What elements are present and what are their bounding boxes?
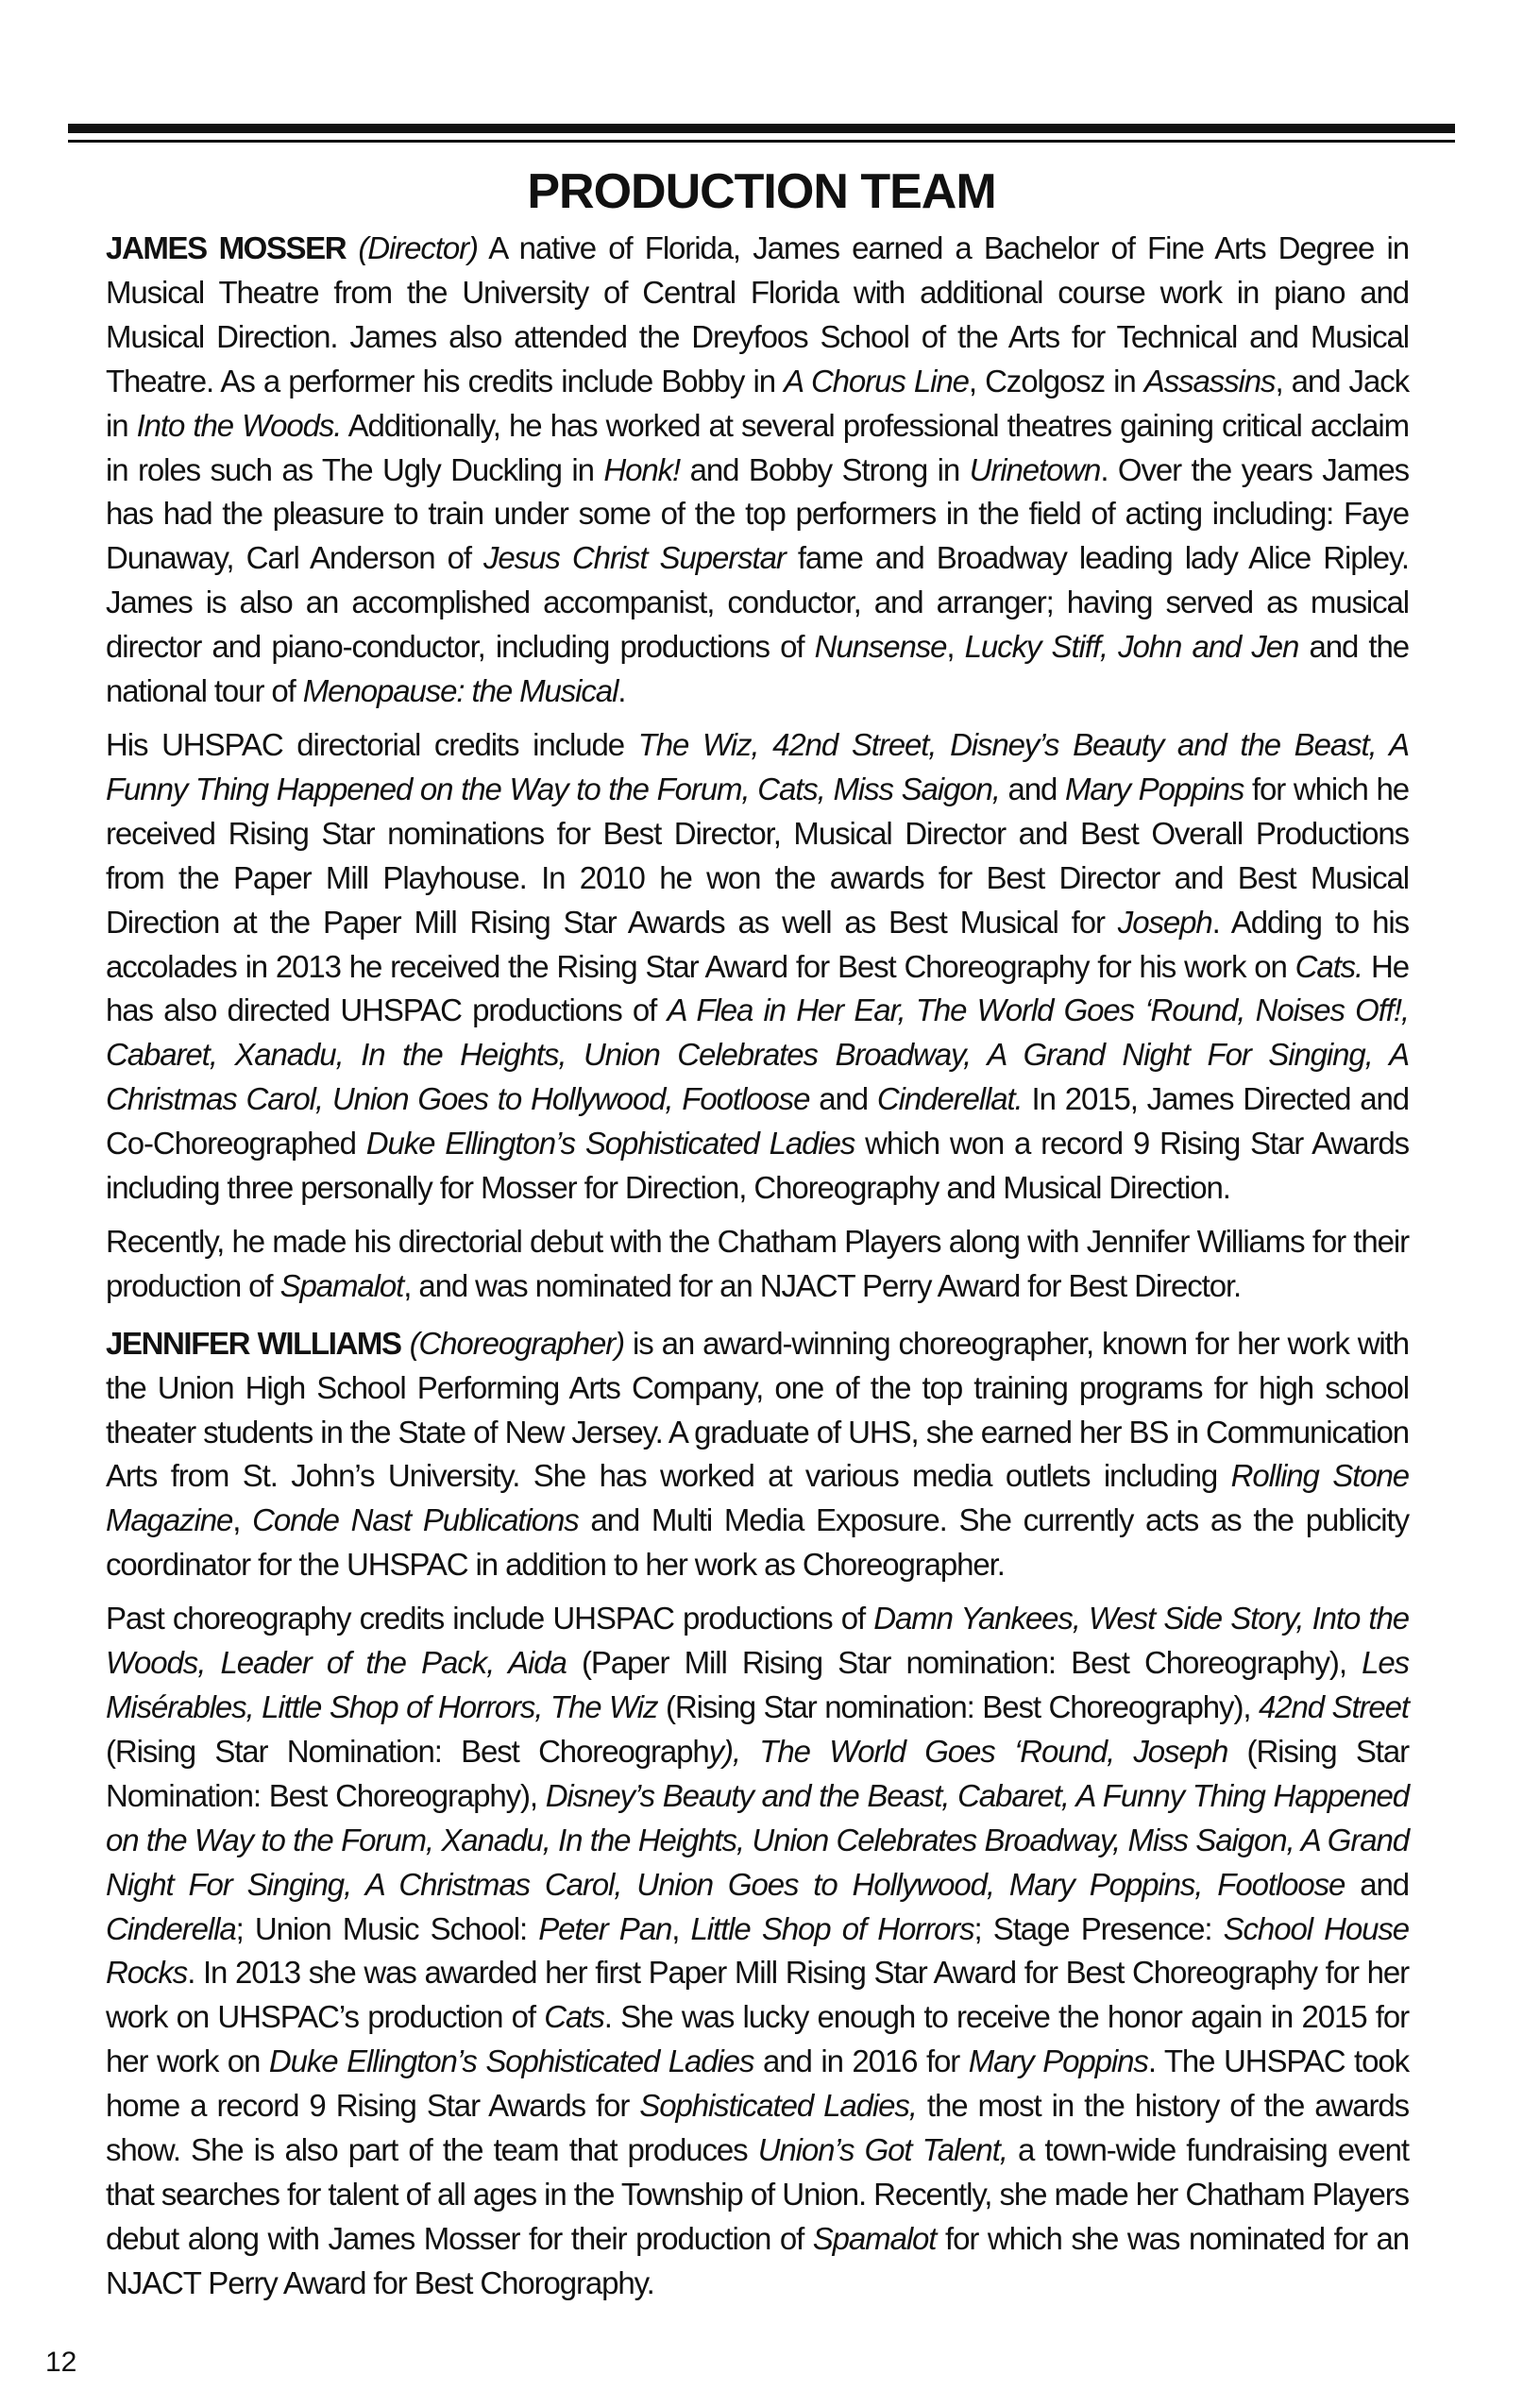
bio-text: He has also directed UHSPAC productions of <box>106 948 1409 1028</box>
show-title: Nunsense <box>814 629 947 665</box>
show-title: 42nd Street <box>1258 1689 1409 1724</box>
show-title: Duke Ellington’s Sophisticated Ladies <box>365 1126 855 1162</box>
bio-text: , <box>232 1502 253 1538</box>
bio-text: and <box>1345 1866 1409 1902</box>
bio-text: . In 2013 she was awarded her first Paper Mill Rising Star Award for Best Choreography for her work on UHSPAC’s production of <box>106 1955 1409 2035</box>
bio-text: for which she was nominated for an NJACT Perry Award for Best Chorography. <box>106 2220 1409 2300</box>
bio-text: Additionally, he has worked at several professional theatres gaining critical acclaim in roles such as The Ugly Duckling in <box>106 407 1409 487</box>
bio-content <box>106 227 1409 2306</box>
show-title: Spamalot <box>812 2220 937 2256</box>
section-title: PRODUCTION TEAM <box>527 164 996 219</box>
bio-role: (Choreographer) <box>409 1325 625 1361</box>
bio-text: (Rising Star Nomination: Best Choreography), <box>106 1733 1409 1813</box>
bio-text: . <box>618 673 626 709</box>
event-title: Union’s Got Talent, <box>757 2132 1007 2168</box>
bio-text: (Rising Star nomination: Best Choreography), <box>657 1689 1259 1724</box>
bio-paragraph-mosser-credits <box>106 723 1409 1211</box>
bio-text: a town-wide fundraising event that searches for talent of all ages in the Township of Union. Recently, she made her Chatham Players debut along with James Mosser for their production of <box>106 2132 1409 2256</box>
bio-text: and the national tour of <box>106 629 1409 709</box>
bio-text: the most in the history of the awards show. She is also part of the team that produces <box>106 2088 1409 2168</box>
show-title: Disney’s Beauty and the Beast, Cabaret, A Funny Thing Happened on the Way to the Forum, Xanadu, In the Heights, Union Celebrates Broadway, Miss Saigon, A Grand Night For Singing, A Christmas Carol, Union Goes to Hollywood, Mary Poppins, Footloose <box>106 1777 1409 1902</box>
bio-role: (Director) <box>358 230 478 265</box>
show-title: Mary Poppins <box>1065 771 1244 806</box>
show-title: Into the Woods. <box>136 407 342 443</box>
bio-text: is an award-winning choreographer, known for her work with the Union High School Performing Arts Company, one of the top training programs for high school theater students in the State of New Jersey. A graduate of UHS, she earned her BS in Communication Arts from St. John’s University. She has worked at various media outlets including <box>106 1325 1409 1494</box>
publication-title: Conde Nast Publications <box>252 1502 579 1538</box>
show-title: Honk! <box>603 451 681 487</box>
bio-text: , Czolgosz in <box>968 363 1144 399</box>
bio-text: fame and Broadway leading lady Alice Ripley. James is also an accomplished accompanist, conductor, and arranger; having served as musical director and piano-conductor, including productions of <box>106 540 1409 665</box>
bio-name: JENNIFER WILLIAMS <box>106 1325 401 1361</box>
bio-text: . Over the years James has had the pleasure to train under some of the top performers in the field of acting including: Faye Dunaway, Carl Anderson of <box>106 451 1410 576</box>
bio-name: JAMES MOSSER <box>106 230 347 265</box>
bio-paragraph-mosser-intro <box>106 227 1409 714</box>
show-title: Lucky Stiff, John and Jen <box>964 629 1299 665</box>
show-title: Assassins <box>1143 363 1276 399</box>
show-title: Jesus Christ Superstar <box>483 540 786 576</box>
show-title: Menopause: the Musical <box>302 673 618 709</box>
show-title: Cats. <box>1295 948 1363 984</box>
header-rule-thin <box>68 140 1455 143</box>
show-title: Sophisticated Ladies, <box>639 2088 917 2124</box>
bio-text: and Multi Media Exposure. She currently acts as the publicity coordinator for the UHSPAC in addition to her work as Choreographer. <box>106 1502 1410 1583</box>
bio-text: which won a record 9 Rising Star Awards including three personally for Mosser for Direction, Choreography and Musical Direction. <box>106 1126 1410 1206</box>
show-title: Les Misérables, Little Shop of Horrors, The Wiz <box>106 1645 1409 1724</box>
show-title: Little Shop of Horrors <box>690 1910 974 1946</box>
show-title: Cinderella <box>106 1910 236 1946</box>
show-title: y), The World Goes ‘Round, Joseph <box>708 1733 1228 1769</box>
bio-text: In 2015, James Directed and Co-Choreographed <box>106 1081 1409 1162</box>
bio-text: A native of Florida, James earned a Bachelor of Fine Arts Degree in Musical Theatre from the University of Central Florida with additional course work in piano and Musical Direction. James also attended the Dreyfoos School of the Arts for Technical and Musical Theatre. As a performer his credits include Bobby in <box>106 230 1409 399</box>
bio-text: His UHSPAC directorial credits include <box>106 726 638 762</box>
show-title: Urinetown <box>969 451 1101 487</box>
bio-text: ; Stage Presence: <box>973 1910 1224 1946</box>
publication-title: Rolling Stone Magazine <box>106 1458 1409 1538</box>
bio-text: (Paper Mill Rising Star nomination: Best Choreography), <box>566 1645 1362 1681</box>
bio-text: and <box>809 1081 877 1117</box>
bio-text: , and was nominated for an NJACT Perry Award for Best Director. <box>403 1267 1242 1303</box>
bio-text: and Bobby Strong in <box>680 451 970 487</box>
show-title: Spamalot <box>279 1267 404 1303</box>
bio-text: . The UHSPAC took home a record 9 Rising Star Awards for <box>106 2043 1410 2124</box>
show-title: A Flea in Her Ear, The World Goes ‘Round, Noises Off!, Cabaret, Xanadu, In the Heights, Union Celebrates Broadway, A Grand Night For Singing, A Christmas Carol, Union Goes to Hollywood, Footloose <box>106 992 1409 1117</box>
show-title: Damn Yankees, West Side Story, Into the Woods, Leader of the Pack, Aida <box>106 1601 1409 1681</box>
header-rule-thick <box>68 124 1455 133</box>
bio-text: Past choreography credits include UHSPAC productions of <box>106 1601 874 1636</box>
show-title: School House Rocks <box>106 1910 1410 1991</box>
bio-text: , <box>946 629 965 665</box>
bio-text: . She was lucky enough to receive the honor again in 2015 for her work on <box>106 1999 1409 2079</box>
bio-text: and <box>999 771 1066 806</box>
bio-text: for which he received Rising Star nominations for Best Director, Musical Director and Best Overall Productions from the Paper Mill Playhouse. In 2010 he won the awards for Best Director and Best Musical Direction at the Paper Mill Rising Star Awards as well as Best Musical for <box>106 771 1409 940</box>
bio-text: . Adding to his accolades in 2013 he received the Rising Star Award for Best Choreography for his work on <box>106 904 1409 984</box>
show-title: Duke Ellington’s Sophisticated Ladies <box>268 2043 754 2079</box>
bio-text: Recently, he made his directorial debut with the Chatham Players along with Jennifer Williams for their production of <box>106 1223 1409 1303</box>
page-number: 12 <box>45 2347 77 2378</box>
show-title: The Wiz, 42nd Street, Disney’s Beauty and the Beast, A Funny Thing Happened on the Way to the Forum, Cats, Miss Saigon, <box>106 726 1410 806</box>
bio-text: , <box>671 1910 691 1946</box>
show-title: Cinderellat. <box>876 1081 1023 1117</box>
show-title: Cats <box>544 1999 604 2035</box>
bio-paragraph-williams-intro <box>106 1322 1409 1587</box>
bio-text: ; Union Music School: <box>235 1910 539 1946</box>
show-title: A Chorus Line <box>784 363 969 399</box>
bio-text: (Rising Star Nomination: Best Choreograph <box>106 1733 709 1769</box>
bio-paragraph-williams-credits <box>106 1597 1409 2306</box>
show-title: Mary Poppins <box>968 2043 1148 2079</box>
show-title: Joseph <box>1117 904 1212 940</box>
bio-paragraph-mosser-recent <box>106 1220 1409 1309</box>
bio-text: , and Jack in <box>106 363 1410 443</box>
bio-text: and in 2016 for <box>753 2043 969 2079</box>
show-title: Peter Pan <box>538 1910 672 1946</box>
